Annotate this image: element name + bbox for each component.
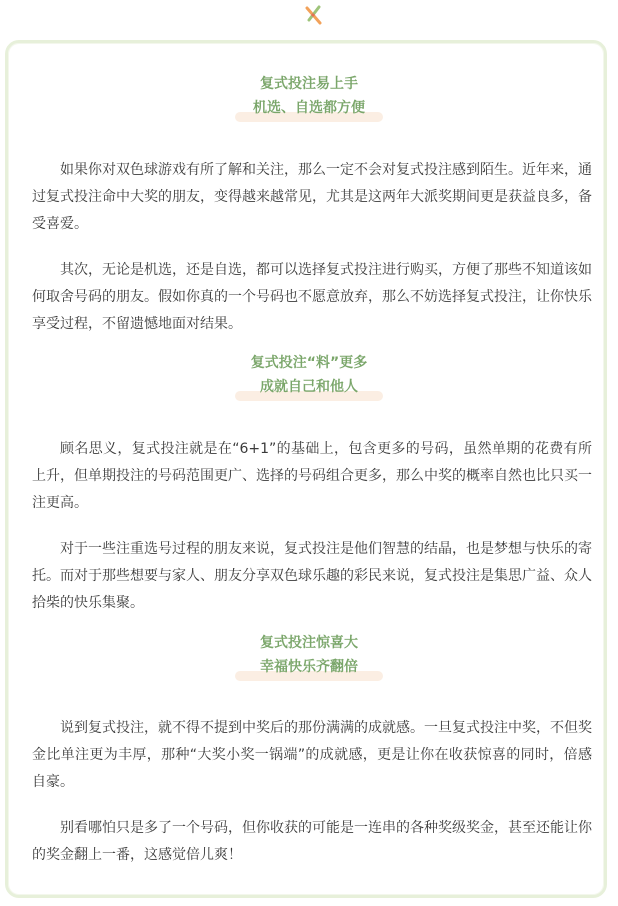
heading-line-1: 复式投注惊喜大: [260, 635, 358, 651]
heading-line-2: 机选、自选都方便: [253, 100, 365, 116]
paragraph: 顾名思义，复式投注就是在“6+1”的基础上，包含更多的号码，虽然单期的花费有所上升，但单期投注的号码范围更广、选择的号码组合更多，那么中奖的概率自然也比只买一注更高。: [32, 441, 592, 511]
section-heading-3: [0, 631, 618, 681]
section-heading-2: [0, 351, 618, 401]
heading-line-1: 复式投注“料”更多: [250, 355, 368, 371]
heading-line-2: 成就自己和他人: [260, 379, 358, 395]
section-heading-1: [0, 72, 618, 122]
paragraph: 其次，无论是机选，还是自选，都可以选择复式投注进行购买，方便了那些不知道该如何取舍号码的朋友。假如你真的一个号码也不愿意放弃，那么不妨选择复式投注，让你快乐享受过程，不留遗憾地面对结果。: [32, 262, 592, 332]
paragraph: 如果你对双色球游戏有所了解和关注，那么一定不会对复式投注感到陌生。近年来，通过复式投注命中大奖的朋友，变得越来越常见，尤其是这两年大派奖期间更是获益良多，备受喜爱。: [32, 162, 592, 232]
paragraph: 对于一些注重选号过程的朋友来说，复式投注是他们智慧的结晶，也是梦想与快乐的寄托。而对于那些想要与家人、朋友分享双色球乐趣的彩民来说，复式投注是集思广益、众人拾柴的快乐集聚。: [32, 541, 592, 611]
paragraph: 别看哪怕只是多了一个号码，但你收获的可能是一连串的各种奖级奖金，甚至还能让你的奖金翻上一番，这感觉倍儿爽！: [32, 820, 592, 863]
heading-line-2: 幸福快乐齐翻倍: [260, 659, 358, 675]
crossed-pens-icon: [300, 2, 326, 28]
heading-line-1: 复式投注易上手: [260, 76, 358, 92]
paragraph: 说到复式投注，就不得不提到中奖后的那份满满的成就感。一旦复式投注中奖，不但奖金比单注更为丰厚，那种“大奖小奖一锅端”的成就感，更是让你在收获惊喜的同时，倍感自豪。: [32, 720, 592, 790]
